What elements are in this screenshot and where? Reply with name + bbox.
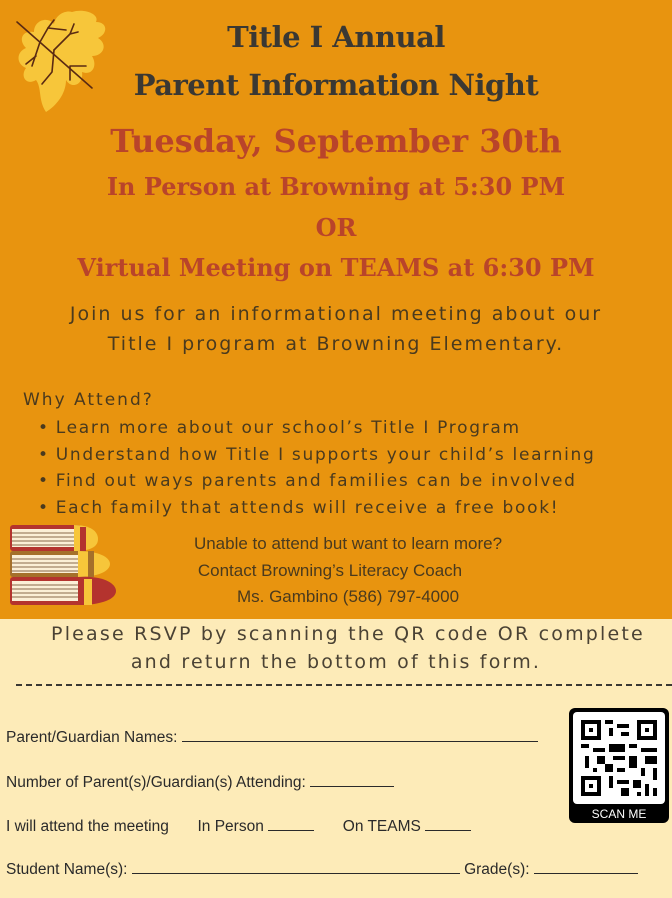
contact-line-1: Unable to attend but want to learn more?	[193, 534, 503, 553]
or-text: OR	[315, 213, 357, 242]
in-person-field[interactable]	[268, 816, 314, 831]
reason-item: • Understand how Title I supports your child’s learning	[38, 442, 595, 469]
grades-field[interactable]	[534, 859, 638, 874]
contact-line-3: Ms. Gambino (586) 797-4000	[236, 587, 460, 606]
grades-label: Grade(s):	[464, 861, 530, 878]
reason-item: • Learn more about our school’s Title I Program	[38, 415, 595, 442]
parent-names-row	[6, 727, 538, 747]
rsvp-line-1: Please RSVP by scanning the QR code OR complete	[51, 623, 645, 645]
intro-line-1: Join us for an informational meeting about our	[69, 303, 603, 325]
student-names-field[interactable]	[132, 859, 460, 874]
number-attending-field[interactable]	[310, 772, 394, 787]
rsvp-line-2: and return the bottom of this form.	[130, 651, 542, 673]
parent-names-label: Parent/Guardian Names:	[6, 729, 178, 746]
cut-line-divider	[16, 684, 672, 686]
number-attending-label: Number of Parent(s)/Guardian(s) Attending:	[6, 774, 306, 791]
qr-code-icon	[573, 712, 665, 804]
reasons-list	[38, 415, 595, 521]
reason-item: • Find out ways parents and families can be involved	[38, 468, 595, 495]
intro-line-2: Title I program at Browning Elementary.	[107, 333, 565, 355]
teams-field[interactable]	[425, 816, 471, 831]
number-attending-row	[6, 772, 394, 792]
contact-line-2: Contact Browning’s Literacy Coach	[197, 561, 463, 580]
student-row	[6, 859, 638, 879]
qr-code-badge[interactable]	[569, 708, 669, 823]
in-person-label: In Person	[197, 818, 264, 835]
reason-item: • Each family that attends will receive a free book!	[38, 495, 595, 522]
parent-names-field[interactable]	[182, 727, 538, 742]
teams-label: On TEAMS	[342, 818, 421, 835]
attend-label: I will attend the meeting	[6, 818, 169, 835]
why-attend-heading: Why Attend?	[23, 390, 154, 410]
student-names-label: Student Name(s):	[6, 861, 128, 878]
title-line-1: Title I Annual	[227, 20, 445, 54]
virtual-time: Virtual Meeting on TEAMS at 6:30 PM	[77, 253, 595, 282]
qr-code[interactable]	[573, 712, 665, 804]
title-line-2: Parent Information Night	[133, 68, 539, 102]
scan-me-label: SCAN ME	[591, 807, 647, 821]
event-date: Tuesday, September 30th	[110, 122, 562, 160]
attendance-row	[6, 816, 471, 836]
in-person-time: In Person at Browning at 5:30 PM	[106, 172, 566, 201]
